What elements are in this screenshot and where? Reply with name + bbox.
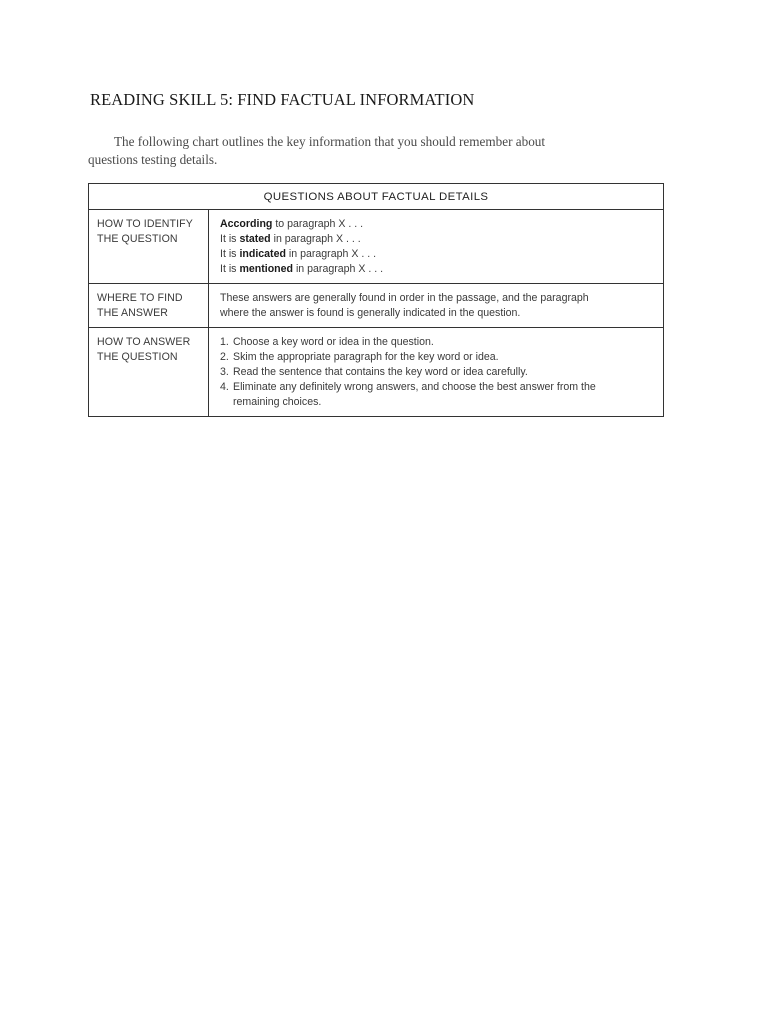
row-label-identify: HOW TO IDENTIFY THE QUESTION	[89, 210, 209, 284]
list-item: 2. Skim the appropriate paragraph for the key word or idea.	[220, 351, 499, 363]
row-content-where: These answers are generally found in order in the passage, and the paragraph where the answer is found is generally indicated in the question.	[209, 284, 664, 328]
list-item: 4. Eliminate any definitely wrong answers, and choose the best answer from the remaining choices.	[220, 381, 596, 408]
list-item: 3. Read the sentence that contains the key word or idea carefully.	[220, 366, 528, 378]
factual-details-chart	[88, 183, 664, 417]
question-form: It is indicated in paragraph X . . .	[220, 248, 377, 260]
chart-row-identify	[89, 210, 664, 284]
intro-line-2: questions testing details.	[88, 152, 218, 167]
row-content-answer	[209, 328, 664, 417]
chart-row-answer	[89, 328, 664, 417]
chart-row-where	[89, 284, 664, 328]
question-form: It is stated in paragraph X . . .	[220, 233, 361, 245]
row-label-answer: HOW TO ANSWER THE QUESTION	[89, 328, 209, 417]
list-item: 1. Choose a key word or idea in the question.	[220, 336, 434, 348]
chart-title: QUESTIONS ABOUT FACTUAL DETAILS	[89, 184, 664, 210]
intro-line-1: The following chart outlines the key information that you should remember about	[114, 134, 546, 149]
row-label-where: WHERE TO FIND THE ANSWER	[89, 284, 209, 328]
question-form: It is mentioned in paragraph X . . .	[220, 263, 384, 275]
intro-paragraph	[88, 133, 648, 169]
page-heading: READING SKILL 5: FIND FACTUAL INFORMATION	[90, 90, 475, 109]
question-form: According to paragraph X . . .	[220, 218, 364, 230]
answer-steps-list	[220, 335, 655, 410]
row-content-identify	[209, 210, 664, 284]
